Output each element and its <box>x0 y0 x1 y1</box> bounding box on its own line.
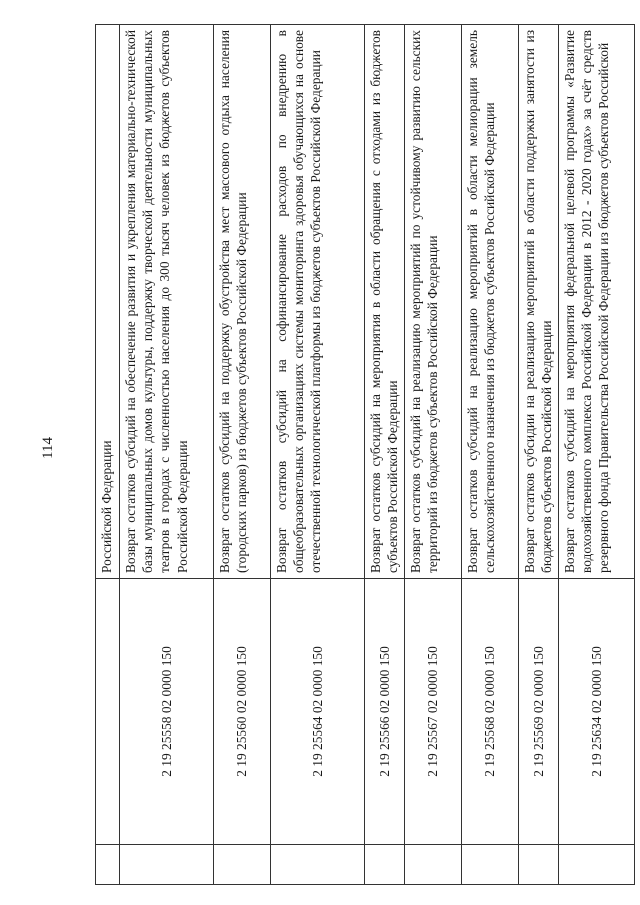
empty-cell <box>214 845 271 885</box>
table-row <box>519 25 559 885</box>
page-number: 114 <box>40 437 56 459</box>
table-row <box>120 25 214 885</box>
empty-cell <box>462 845 519 885</box>
table-row <box>462 25 519 885</box>
code-cell <box>96 579 120 845</box>
empty-cell <box>271 845 365 885</box>
description-cell: Возврат остатков субсидий на мероприятия в области обращения с отходами из бюджетов субъектов Российской Федерации <box>365 25 405 579</box>
code-cell: 2 19 25569 02 0000 150 <box>519 579 559 845</box>
description-cell: Российской Федерации <box>96 25 120 579</box>
description-cell: Возврат остатков субсидий на реализацию мероприятий по устойчивому развитию сельских территорий из бюджетов субъектов Российской Федерации <box>405 25 462 579</box>
code-cell: 2 19 25558 02 0000 150 <box>120 579 214 845</box>
rotated-table-wrapper <box>95 25 612 885</box>
budget-codes-table <box>95 24 635 885</box>
code-cell: 2 19 25564 02 0000 150 <box>271 579 365 845</box>
table-row <box>405 25 462 885</box>
empty-cell <box>519 845 559 885</box>
description-cell: Возврат остатков субсидий на реализацию мероприятий в области мелиорации земель сельскохозяйственного назначения из бюджетов субъектов Российской Федерации <box>462 25 519 579</box>
empty-cell <box>365 845 405 885</box>
empty-cell <box>96 845 120 885</box>
description-cell: Возврат остатков субсидий на софинансирование расходов по внедрению в общеобразовательных организациях системы мониторинга здоровья обучающихся на основе отечественной технологической платформы из бюджетов субъектов Российской Федерации <box>271 25 365 579</box>
code-cell: 2 19 25567 02 0000 150 <box>405 579 462 845</box>
description-cell: Возврат остатков субсидий на мероприятия федеральной целевой программы «Развитие водохозяйственного комплекса Российской Федерации в 2012 - 2020 годах» за счёт средств резервного фонда Правительства Российской Федерации из бюджетов субъектов Российской <box>559 25 635 579</box>
code-cell: 2 19 25566 02 0000 150 <box>365 579 405 845</box>
table-row <box>271 25 365 885</box>
code-cell: 2 19 25568 02 0000 150 <box>462 579 519 845</box>
code-cell: 2 19 25634 02 0000 150 <box>559 579 635 845</box>
table-row <box>214 25 271 885</box>
table-row <box>559 25 635 885</box>
description-cell: Возврат остатков субсидий на обеспечение развития и укрепления материально-технической базы муниципальных домов культуры, поддержку творческой деятельности муниципальных театров в городах с численностью населения до 300 тысяч человек из бюджетов субъектов Российской Федерации <box>120 25 214 579</box>
table-row <box>365 25 405 885</box>
description-cell: Возврат остатков субсидий на поддержку обустройства мест массового отдыха населения (городских парков) из бюджетов субъектов Российской Федерации <box>214 25 271 579</box>
empty-cell <box>559 845 635 885</box>
empty-cell <box>405 845 462 885</box>
description-cell: Возврат остатков субсидии на реализацию мероприятий в области поддержки занятости из бюджетов субъектов Российской Федерации <box>519 25 559 579</box>
empty-cell <box>120 845 214 885</box>
table-row-continued <box>96 25 120 885</box>
code-cell: 2 19 25560 02 0000 150 <box>214 579 271 845</box>
